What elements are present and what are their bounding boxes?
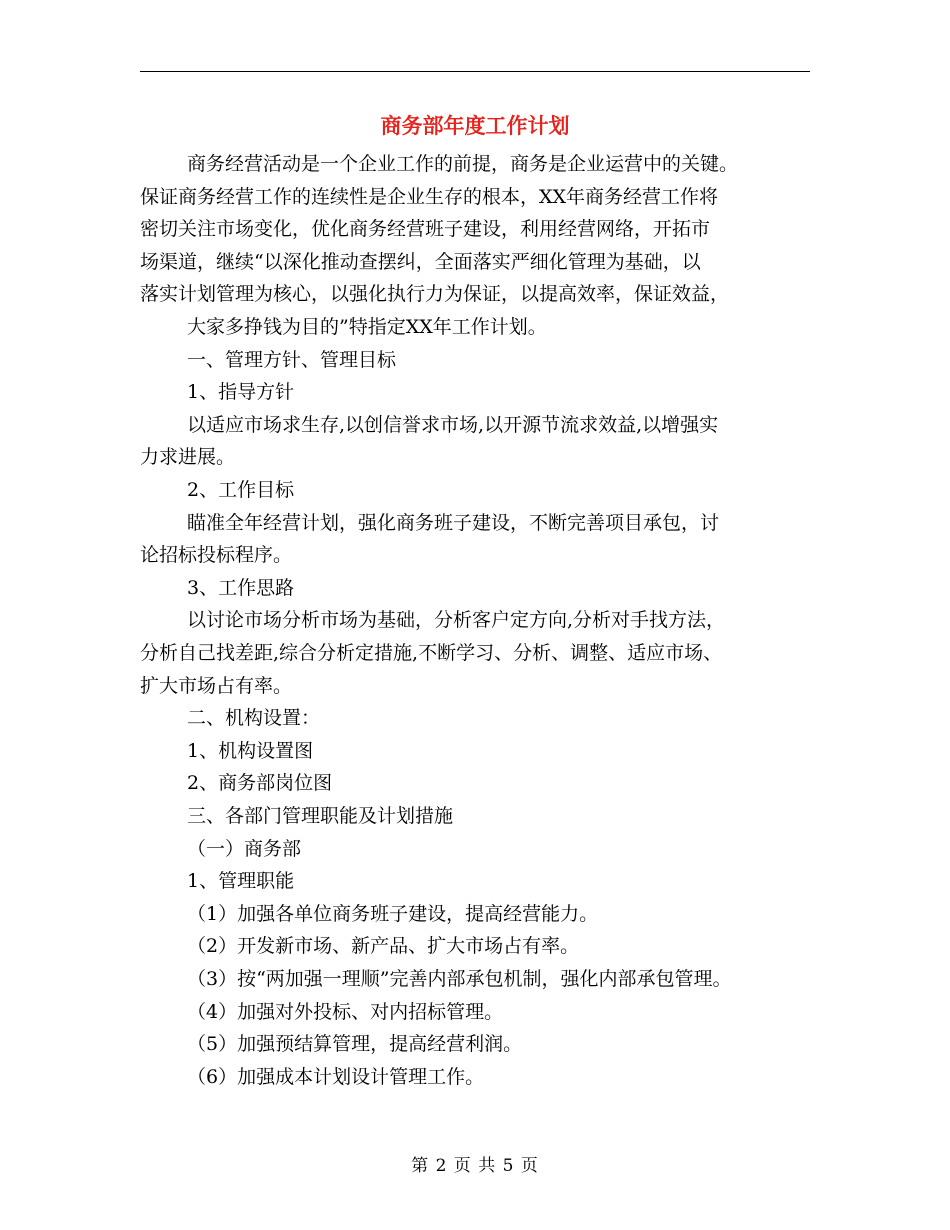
body-line: 落实计划管理为核心，以强化执行力为保证，以提高效率，保证效益， [140, 283, 730, 306]
body-line: 瞄准全年经营计划，强化商务班子建设，不断完善项目承包，讨 [187, 511, 720, 534]
section-heading: 一、管理方针、管理目标 [187, 348, 397, 371]
body-line: 大家多挣钱为目的”特指定XX年工作计划。 [187, 316, 547, 338]
list-item: （4）加强对外投标、对内招标管理。 [187, 1000, 504, 1023]
body-line: 场渠道，继续“以深化推动查摆纠，全面落实严细化管理为基础，以 [140, 250, 701, 273]
subsection-heading: 3、工作思路 [187, 576, 295, 599]
body-line: 保证商务经营工作的连续性是企业生存的根本，XX年商务经营工作将 [140, 185, 719, 208]
subsection-heading: 1、管理职能 [187, 870, 295, 893]
header-rule [140, 71, 810, 72]
section-heading: 二、机构设置： [187, 707, 321, 730]
list-item: （5）加强预结算管理，提高经营利润。 [187, 1033, 523, 1056]
document-title: 商务部年度工作计划 [380, 113, 570, 138]
body-line: 分析自己找差距,综合分析定措施,不断学习、分析、调整、适应市场、 [140, 642, 723, 664]
body-line: 论招标投标程序。 [140, 544, 293, 567]
list-item: （1）加强各单位商务班子建设，提高经营能力。 [187, 902, 599, 925]
body-line: 密切关注市场变化，优化商务经营班子建设，利用经营网络，开拓市 [140, 218, 711, 241]
subsection-heading: 1、机构设置图 [187, 739, 314, 762]
body-line: 以适应市场求生存,以创信誉求市场,以开源节流求效益,以增强实 [187, 413, 719, 436]
list-item: （6）加强成本计划设计管理工作。 [187, 1065, 485, 1088]
list-item: （3）按“两加强一理顺”完善内部承包机制，强化内部承包管理。 [187, 968, 732, 990]
page-footer: 第 2 页 共 5 页 [411, 1156, 539, 1176]
subsection-heading: 1、指导方针 [187, 381, 295, 404]
body-line: 商务经营活动是一个企业工作的前提，商务是企业运营中的关键。 [187, 153, 739, 175]
body-line: 以讨论市场分析市场为基础，分析客户定方向,分析对手找方法， [187, 609, 726, 632]
section-heading: 三、各部门管理职能及计划措施 [187, 805, 454, 827]
body-line: 扩大市场占有率。 [140, 674, 293, 697]
subsection-heading: 2、商务部岗位图 [187, 772, 333, 795]
subsection-heading: 2、工作目标 [187, 479, 295, 501]
list-item: （2）开发新市场、新产品、扩大市场占有率。 [187, 935, 580, 958]
body-line: 力求进展。 [140, 446, 236, 469]
subsection-heading: （一）商务部 [187, 837, 302, 860]
